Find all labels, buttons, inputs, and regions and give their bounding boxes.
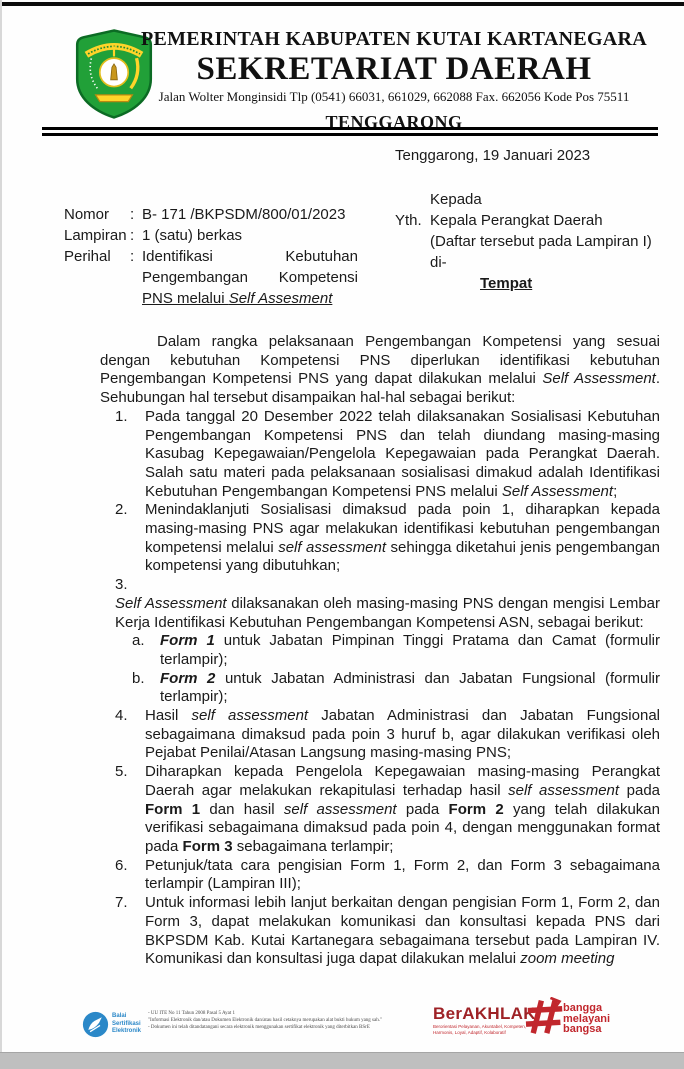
- list-item-text: Form 1 untuk Jabatan Pimpinan Tinggi Pratama dan Camat (formulir terlampir);: [160, 632, 660, 668]
- list-item: [132, 632, 660, 669]
- letterhead-city: TENGGARONG: [325, 112, 463, 132]
- lampiran-value: 1 (satu) berkas: [142, 227, 243, 244]
- lampiran-label: Lampiran: [64, 227, 127, 244]
- list-item-number: 3.: [115, 576, 128, 594]
- letter-date: Tenggarong, 19 Januari 2023: [395, 147, 591, 164]
- list-item: [115, 408, 660, 502]
- nomor-colon: :: [130, 206, 135, 223]
- letterhead-divider: [42, 127, 658, 136]
- hashtag-icon: [525, 997, 565, 1035]
- list-item-text: Menindaklanjuti Sosialisasi dimaksud pada poin 1, diharapkan kepada masing-masing PNS agar melakukan identifikasi kebutuhan pengembangan kompetensi melalui self assessment sehingga diketahui jenis pengembangan kompetensi yang dibutuhkan;: [145, 501, 660, 575]
- perihal-word: PNS melalui: [142, 290, 229, 307]
- scan-bottom-edge: [0, 1052, 684, 1069]
- lampiran-colon: :: [130, 227, 135, 244]
- recipient-yth-label: Yth.: [395, 212, 422, 229]
- disclaimer-line: - UU ITE No 11 Tahun 2008 Pasal 5 Ayat 1: [148, 1011, 235, 1016]
- disclaimer-line: - Dokumen ini telah ditandatangani secara elektronik menggunakan sertifikat elektronik yang diterbitkan BSrE: [148, 1024, 370, 1030]
- letterhead-address: Jalan Wolter Monginsidi Tlp (0541) 66031, 661029, 662088 Fax. 662056 Kode Pos 75511: [158, 89, 630, 104]
- bsre-name-line: Sertifikasi: [112, 1020, 141, 1027]
- bangga-melayani-bangsa: [563, 1003, 610, 1035]
- recipient-block: [395, 189, 652, 294]
- opening-paragraph: Dalam rangka pelaksanaan Pengembangan Kompetensi yang sesuai dengan kebutuhan Kompetensi PNS diperlukan identifikasi kebutuhan Pengembangan Kompetensi PNS yang dapat dilakukan melalui Self Assessment. Sehubungan hal tersebut disampaikan hal-hal sebagai berikut:: [100, 333, 661, 407]
- berakhlak-subtitle: [433, 1024, 528, 1035]
- bsre-logo-icon: [82, 1011, 109, 1038]
- berakhlak-tag-line: bangga: [563, 1002, 603, 1014]
- list-item: [115, 894, 660, 969]
- scan-left-edge: [0, 0, 2, 1069]
- disclaimer-line: "Informasi Elektronik dan/atau Dokumen Elektronik dan/atau hasil cetaknya merupakan alat bukti hukum yang sah.": [148, 1017, 383, 1023]
- electronic-signature-disclaimer: [148, 1011, 398, 1031]
- list-item: [132, 670, 660, 707]
- berakhlak-tag-line: melayani: [563, 1012, 611, 1025]
- perihal-label: Perihal: [64, 248, 111, 265]
- list-item-text: Self Assessment dilaksanakan oleh masing-masing PNS dengan mengisi Lembar Kerja Identifikasi Kebutuhan Pengembangan Kompetensi ASN, sebagai berikut: a. Form 1 untuk Jabatan Pimpinan Tinggi Pratama dan Camat (formulir terlampir); b. Form 2 untuk Jabatan Administrasi dan Jabatan Fungsional (formulir terlampir);: [115, 594, 661, 706]
- list-item-number: b.: [132, 669, 145, 687]
- list-item: [115, 707, 660, 763]
- scan-top-edge: [0, 2, 684, 6]
- berakhlak-subtitle-line: Harmonis, Loyal, Adaptif, Kolaboratif: [433, 1029, 506, 1035]
- list-item-text: Pada tanggal 20 Desember 2022 telah dilaksanakan Sosialisasi Kebutuhan Pengembangan Kompetensi PNS dan telah diundang masing-masing Kasubag Kepegawaian/Pengelola Kepegawaian pada Perangkat Daerah. Salah satu materi pada pelaksanaan sosialisasi dimakud adalah Identifikasi Kebutuhan Pengembangan Kompetensi PNS melalui Self Assessment;: [145, 407, 660, 500]
- berakhlak-subtitle-line: Berorientasi Pelayanan, Akuntabel, Kompeten,: [433, 1024, 527, 1029]
- list-item: [115, 501, 660, 576]
- perihal-underlined-line: [142, 288, 358, 309]
- nomor-value: B- 171 /BKPSDM/800/01/2023: [142, 206, 346, 223]
- perihal-word: Kompetensi: [278, 269, 358, 286]
- list-item-text: Untuk informasi lebih lanjut berkaitan dengan pengisian Form 1, Form 2, dan Form 3, dapat melakukan komunikasi dan konsultasi kepada PNS dari BKPSDM Kab. Kutai Kartanegara sebagaimana tersebut pada Lampiran IV. Komunikasi dan konsultasi juga dapat dilakukan melalui zoom meeting: [145, 894, 660, 968]
- sublist: [132, 632, 660, 707]
- recipient-place: Tempat: [480, 275, 533, 292]
- recipient-di: di-: [430, 254, 447, 271]
- list-item-text: Diharapkan kepada Pengelola Kepegawaian masing-masing Perangkat Daerah agar melakukan rekapitulasi terhadap hasil self assessment pada Form 1 dan hasil self assessment pada Form 2 yang telah dilakukan verifikasi sebagaimana dimaksud pada poin 4, dengan menggunakan format pada Form 3 sebagaimana terlampir;: [145, 763, 660, 855]
- letter-body: [100, 333, 660, 969]
- list-item-text: Petunjuk/tata cara pengisian Form 1, Form 2, dan Form 3 sebagaimana terlampir (Lampiran III);: [145, 856, 660, 893]
- perihal-word: Kebutuhan: [285, 248, 358, 265]
- recipient-kepada: Kepada: [430, 191, 482, 208]
- nomor-label: Nomor: [64, 206, 110, 223]
- recipient-name: Kepala Perangkat Daerah: [430, 212, 603, 229]
- perihal-word: Pengembangan: [142, 269, 248, 286]
- bsre-name-line: Elektronik: [112, 1028, 142, 1034]
- bsre-name: [112, 1013, 152, 1036]
- body-list: [115, 408, 660, 969]
- perihal-word: Identifikasi: [142, 248, 213, 265]
- list-item-number: 6.: [115, 856, 128, 874]
- list-item-number: 4.: [115, 707, 128, 725]
- list-item: [115, 763, 660, 857]
- berakhlak-title: BerAKHLAK: [433, 1004, 536, 1023]
- letter-meta: [64, 204, 358, 309]
- perihal-colon: :: [130, 248, 135, 265]
- list-item: [115, 857, 660, 894]
- list-item-text: Hasil self assessment Jabatan Administrasi dan Jabatan Fungsional sebagaimana dimaksud pada poin 3 huruf b, agar dilakukan verifikasi oleh Pejabat Penilai/Atasan Langsung masing-masing PNS;: [145, 707, 661, 762]
- list-item-number: 2.: [115, 501, 128, 519]
- recipient-note: (Daftar tersebut pada Lampiran I): [430, 233, 652, 250]
- list-item-number: 1.: [115, 407, 128, 425]
- list-item-number: a.: [132, 632, 145, 650]
- letterhead-agency: SEKRETARIAT DAERAH: [196, 51, 592, 87]
- list-item: [115, 576, 660, 707]
- perihal-value: [142, 246, 358, 309]
- bsre-name-line: Balai: [112, 1013, 127, 1019]
- list-item-number: 7.: [115, 894, 128, 912]
- list-item-text: Form 2 untuk Jabatan Administrasi dan Jabatan Fungsional (formulir terlampir);: [160, 669, 661, 706]
- list-item-number: 5.: [115, 763, 128, 781]
- letterhead-government: PEMERINTAH KABUPATEN KUTAI KARTANEGARA: [140, 28, 648, 50]
- perihal-word-italic: Self Assesment: [228, 290, 333, 307]
- berakhlak-tag-line: bangsa: [563, 1023, 602, 1035]
